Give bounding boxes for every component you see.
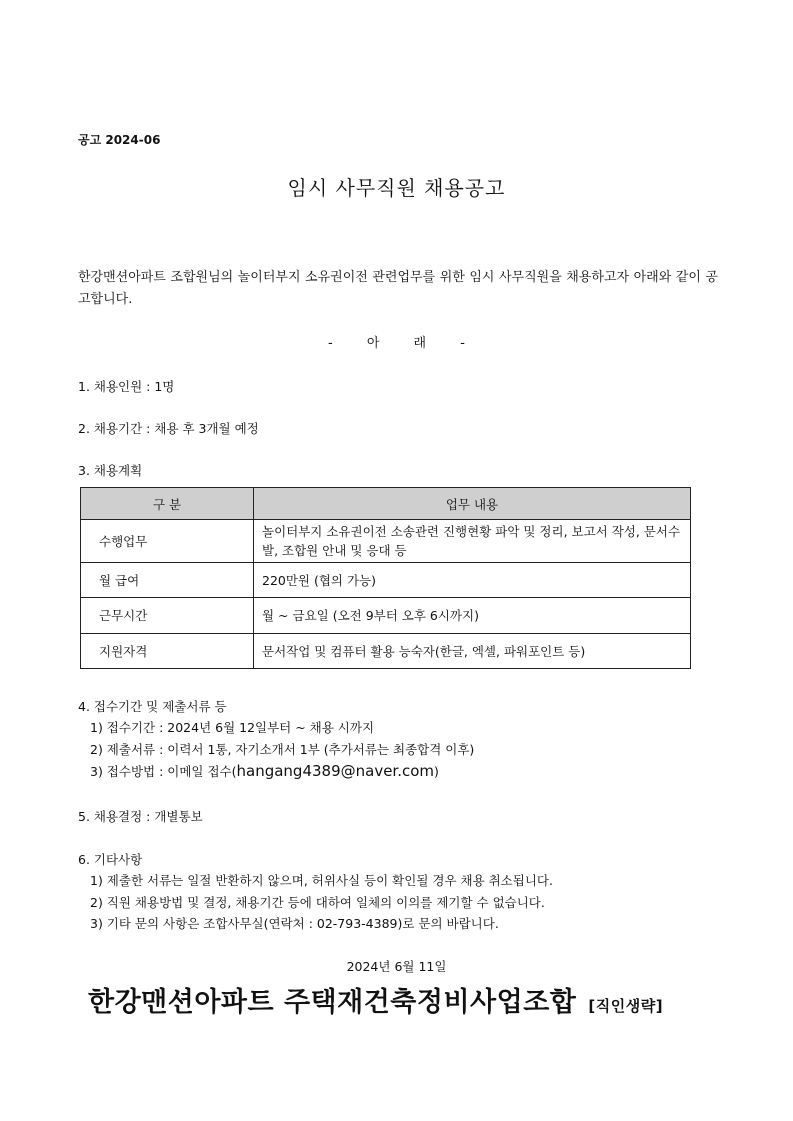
- table-header-row: [81, 488, 691, 520]
- organization-signature: [88, 980, 663, 1019]
- row-label: 수행업무: [81, 520, 254, 563]
- notice-number: 공고 2024-06: [78, 133, 161, 147]
- list-item: 2) 직원 채용방법 및 결정, 채용기간 등에 대하여 일체의 이의를 제기할 수 없습니다.: [90, 895, 545, 910]
- method-label: 3) 접수방법 : 이메일 접수(: [90, 764, 237, 779]
- table-header: 업무 내용: [254, 488, 691, 520]
- intro-paragraph: 한강맨션아파트 조합원님의 놀이터부지 소유권이전 관련업무를 위한 임시 사무직원을 채용하고자 아래와 같이 공고합니다.: [78, 270, 718, 307]
- organization-name: 한강맨션아파트 주택재건축정비사업조합: [88, 987, 577, 1018]
- below-heading: - 아 래 -: [328, 336, 465, 351]
- row-label: 월 급여: [81, 563, 254, 598]
- section-headcount: 1. 채용인원 : 1명: [78, 379, 175, 394]
- email-link[interactable]: hangang4389@naver.com: [236, 762, 435, 780]
- table-header: 구 분: [81, 488, 254, 520]
- row-content: 놀이터부지 소유권이전 소송관련 진행현황 파악 및 정리, 보고서 작성, 문서수발, 조합원 안내 및 응대 등: [254, 520, 691, 563]
- method-close: ): [434, 764, 439, 779]
- section-period: 2. 채용기간 : 채용 후 3개월 예정: [78, 421, 259, 436]
- table-row: [81, 634, 691, 669]
- section-plan-title: 3. 채용계획: [78, 463, 143, 478]
- row-label: 근무시간: [81, 598, 254, 634]
- list-item: 2) 제출서류 : 이력서 1통, 자기소개서 1부 (추가서류는 최종합격 이후): [90, 742, 475, 757]
- notice-date: 2024년 6월 11일: [346, 959, 447, 974]
- table-row: [81, 598, 691, 634]
- table-row: [81, 520, 691, 563]
- list-item: 1) 제출한 서류는 일절 반환하지 않으며, 허위사실 등이 확인될 경우 채용 취소됩니다.: [90, 873, 553, 888]
- row-label: 지원자격: [81, 634, 254, 669]
- section-decision: 5. 채용결정 : 개별통보: [78, 809, 203, 824]
- section-application-title: 4. 접수기간 및 제출서류 등: [78, 699, 227, 714]
- section-misc-title: 6. 기타사항: [78, 852, 143, 867]
- list-item-method: [90, 762, 439, 780]
- list-item: 3) 기타 문의 사항은 조합사무실(연락처 : 02-793-4389)로 문의 바랍니다.: [90, 916, 499, 931]
- page-title: 임시 사무직원 채용공고: [287, 176, 506, 200]
- list-item: 1) 접수기간 : 2024년 6월 12일부터 ~ 채용 시까지: [90, 720, 375, 735]
- plan-table: [80, 487, 691, 669]
- table-row: [81, 563, 691, 598]
- row-content: 220만원 (협의 가능): [254, 563, 691, 598]
- seal-note: [직인생략]: [588, 997, 664, 1015]
- row-content: 월 ~ 금요일 (오전 9부터 오후 6시까지): [254, 598, 691, 634]
- row-content: 문서작업 및 컴퓨터 활용 능숙자(한글, 엑셀, 파워포인트 등): [254, 634, 691, 669]
